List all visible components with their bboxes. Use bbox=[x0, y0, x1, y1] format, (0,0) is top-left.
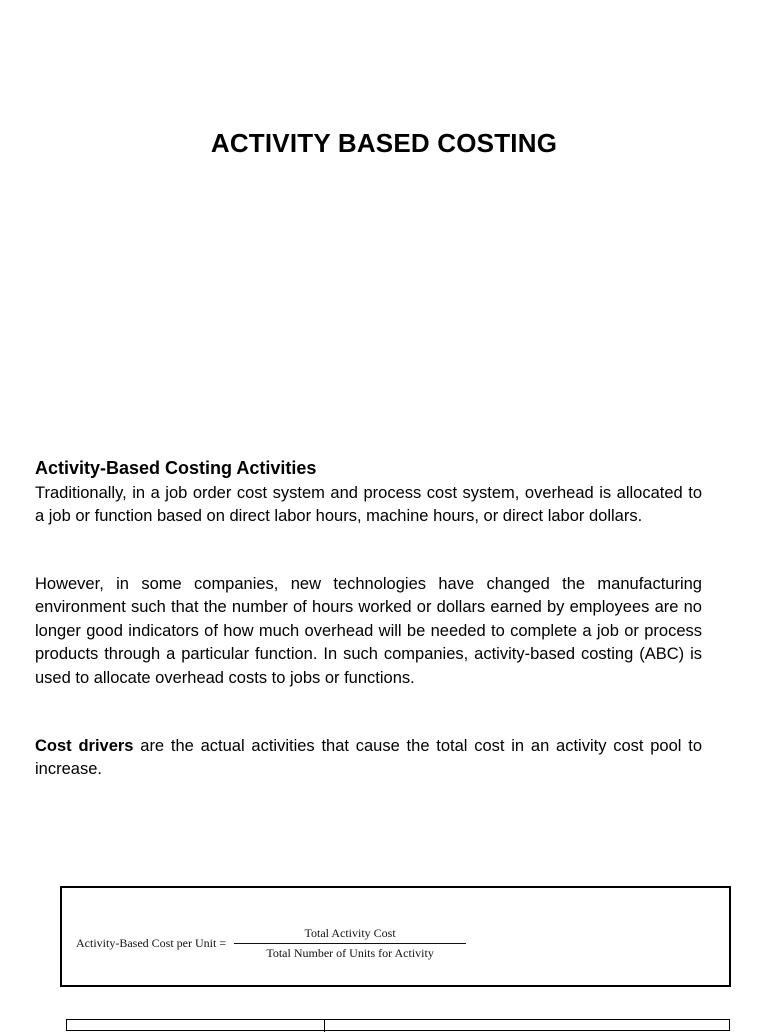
formula-denominator: Total Number of Units for Activity bbox=[266, 946, 434, 960]
cost-drivers-term: Cost drivers bbox=[35, 737, 134, 755]
formula-box bbox=[60, 886, 731, 987]
page-title: ACTIVITY BASED COSTING bbox=[210, 128, 558, 158]
paragraph-cost-drivers bbox=[35, 735, 702, 782]
paragraph-new-technologies: However, in some companies, new technologies have changed the manufacturing environment such that the number of hours worked or dollars earned by employees are no longer good indicators of how much overhead will be needed to complete a job or process products through a particular function. In such companies, activity-based costing (ABC) is used to allocate overhead costs to jobs or functions. bbox=[35, 575, 702, 687]
section-heading: Activity-Based Costing Activities bbox=[35, 458, 317, 478]
formula-fraction bbox=[234, 926, 466, 961]
abc-formula bbox=[76, 926, 466, 961]
table-column-divider bbox=[324, 1020, 325, 1032]
cost-drivers-definition: are the actual activities that cause the total cost in an activity cost pool to increase. bbox=[35, 737, 702, 779]
formula-numerator: Total Activity Cost bbox=[304, 926, 396, 940]
formula-label: Activity-Based Cost per Unit = bbox=[76, 936, 227, 950]
paragraph-traditional-allocation: Traditionally, in a job order cost system and process cost system, overhead is allocated to a job or function based on direct labor hours, machine hours, or direct labor dollars. bbox=[35, 484, 702, 526]
table-top-edge bbox=[66, 1019, 730, 1031]
